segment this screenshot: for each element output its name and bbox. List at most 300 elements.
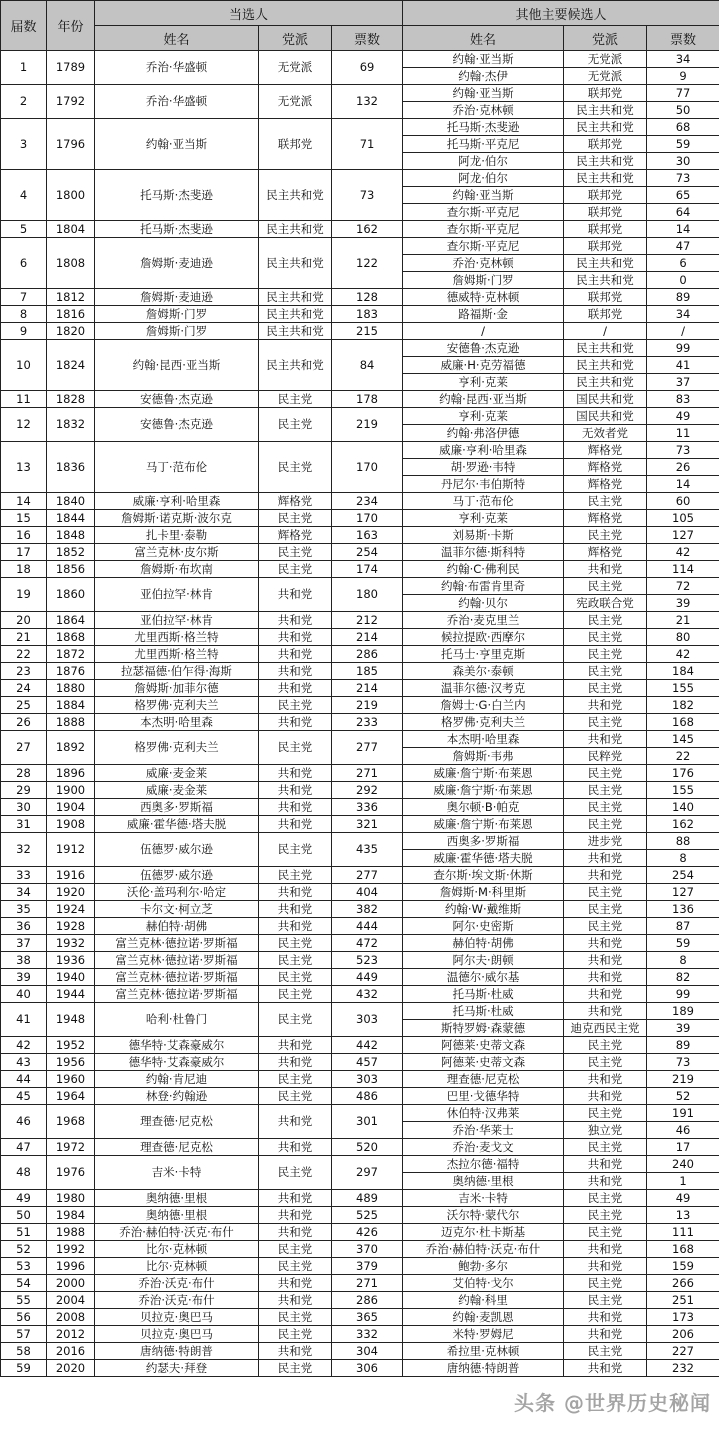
candidate-votes: 240 xyxy=(647,1156,719,1173)
election-year: 1960 xyxy=(47,1071,95,1088)
election-year: 1844 xyxy=(47,510,95,527)
term-number: 24 xyxy=(1,680,47,697)
term-number: 17 xyxy=(1,544,47,561)
election-row xyxy=(1,119,719,136)
election-row xyxy=(1,901,719,918)
term-number: 20 xyxy=(1,612,47,629)
winner-name: 贝拉克·奥巴马 xyxy=(95,1326,259,1343)
winner-party: 民主党 xyxy=(259,986,332,1003)
winner-name: 威廉·亨利·哈里森 xyxy=(95,493,259,510)
winner-name: 林登·约翰逊 xyxy=(95,1088,259,1105)
candidate-party: 共和党 xyxy=(564,969,647,986)
winner-name: 富兰克林·德拉诺·罗斯福 xyxy=(95,986,259,1003)
header-others-group: 其他主要候选人 xyxy=(403,1,719,26)
winner-name: 比尔·克林顿 xyxy=(95,1241,259,1258)
candidate-name: 约翰·W·戴维斯 xyxy=(403,901,564,918)
election-row xyxy=(1,1275,719,1292)
candidate-party: 民主党 xyxy=(564,765,647,782)
candidate-name: 乔治·赫伯特·沃克·布什 xyxy=(403,1241,564,1258)
candidate-votes: 22 xyxy=(647,748,719,765)
term-number: 6 xyxy=(1,238,47,289)
candidate-party: 共和党 xyxy=(564,935,647,952)
candidate-party: 民粹党 xyxy=(564,748,647,765)
election-year: 1992 xyxy=(47,1241,95,1258)
candidate-votes: 182 xyxy=(647,697,719,714)
election-row xyxy=(1,884,719,901)
candidate-name: 赫伯特·胡佛 xyxy=(403,935,564,952)
candidate-name: 约翰·C·佛利民 xyxy=(403,561,564,578)
candidate-party: 国民共和党 xyxy=(564,391,647,408)
election-row xyxy=(1,289,719,306)
election-year: 1944 xyxy=(47,986,95,1003)
candidate-votes: 0 xyxy=(647,272,719,289)
candidate-name: 鲍勃·多尔 xyxy=(403,1258,564,1275)
candidate-name: 阿德莱·史蒂文森 xyxy=(403,1054,564,1071)
election-row xyxy=(1,1343,719,1360)
winner-party: 共和党 xyxy=(259,782,332,799)
header-winner-group: 当选人 xyxy=(95,1,403,26)
winner-votes: 520 xyxy=(332,1139,403,1156)
candidate-name: 乔治·克林顿 xyxy=(403,255,564,272)
term-number: 51 xyxy=(1,1224,47,1241)
winner-votes: 277 xyxy=(332,731,403,765)
election-year: 1912 xyxy=(47,833,95,867)
candidate-votes: 8 xyxy=(647,952,719,969)
election-row xyxy=(1,408,719,425)
winner-votes: 286 xyxy=(332,646,403,663)
winner-party: 共和党 xyxy=(259,612,332,629)
winner-votes: 277 xyxy=(332,867,403,884)
term-number: 58 xyxy=(1,1343,47,1360)
candidate-votes: 73 xyxy=(647,442,719,459)
candidate-votes: 219 xyxy=(647,1071,719,1088)
candidate-name: 温德尔·威尔基 xyxy=(403,969,564,986)
candidate-name: 阿尔夫·朗顿 xyxy=(403,952,564,969)
winner-party: 共和党 xyxy=(259,1292,332,1309)
winner-name: 威廉·霍华德·塔夫脱 xyxy=(95,816,259,833)
election-year: 1928 xyxy=(47,918,95,935)
winner-votes: 233 xyxy=(332,714,403,731)
winner-votes: 379 xyxy=(332,1258,403,1275)
candidate-party: 国民共和党 xyxy=(564,408,647,425)
winner-party: 民主共和党 xyxy=(259,306,332,323)
candidate-name: 温菲尔德·斯科特 xyxy=(403,544,564,561)
candidate-party: 共和党 xyxy=(564,1071,647,1088)
winner-party: 民主共和党 xyxy=(259,340,332,391)
term-number: 53 xyxy=(1,1258,47,1275)
candidate-votes: 30 xyxy=(647,153,719,170)
winner-votes: 486 xyxy=(332,1088,403,1105)
election-year: 1916 xyxy=(47,867,95,884)
election-year: 1872 xyxy=(47,646,95,663)
candidate-votes: 173 xyxy=(647,1309,719,1326)
candidate-votes: 39 xyxy=(647,595,719,612)
header-winner-name: 姓名 xyxy=(95,26,259,51)
election-row xyxy=(1,918,719,935)
winner-name: 沃伦·盖玛利尔·哈定 xyxy=(95,884,259,901)
winner-votes: 286 xyxy=(332,1292,403,1309)
election-year: 1816 xyxy=(47,306,95,323)
winner-party: 共和党 xyxy=(259,1190,332,1207)
winner-party: 民主党 xyxy=(259,1258,332,1275)
winner-votes: 162 xyxy=(332,221,403,238)
header-other-party: 党派 xyxy=(564,26,647,51)
candidate-name: 亨利·克莱 xyxy=(403,408,564,425)
candidate-votes: 11 xyxy=(647,425,719,442)
term-number: 40 xyxy=(1,986,47,1003)
winner-name: 富兰克林·德拉诺·罗斯福 xyxy=(95,935,259,952)
candidate-party: 共和党 xyxy=(564,1326,647,1343)
term-number: 5 xyxy=(1,221,47,238)
winner-votes: 214 xyxy=(332,629,403,646)
candidate-party: 民主共和党 xyxy=(564,170,647,187)
winner-party: 民主共和党 xyxy=(259,170,332,221)
election-year: 1996 xyxy=(47,1258,95,1275)
election-row xyxy=(1,952,719,969)
election-year: 1904 xyxy=(47,799,95,816)
winner-party: 民主共和党 xyxy=(259,238,332,289)
winner-party: 民主党 xyxy=(259,510,332,527)
election-row xyxy=(1,1088,719,1105)
candidate-party: 民主党 xyxy=(564,612,647,629)
winner-name: 赫伯特·胡佛 xyxy=(95,918,259,935)
election-row xyxy=(1,221,719,238)
candidate-name: 查尔斯·平克尼 xyxy=(403,221,564,238)
candidate-party: 民主共和党 xyxy=(564,153,647,170)
candidate-party: 共和党 xyxy=(564,986,647,1003)
candidate-votes: 136 xyxy=(647,901,719,918)
candidate-name: 杰拉尔德·福特 xyxy=(403,1156,564,1173)
candidate-votes: 227 xyxy=(647,1343,719,1360)
winner-party: 共和党 xyxy=(259,578,332,612)
candidate-votes: 155 xyxy=(647,680,719,697)
winner-party: 无党派 xyxy=(259,51,332,85)
election-row xyxy=(1,1054,719,1071)
winner-name: 马丁·范布伦 xyxy=(95,442,259,493)
candidate-votes: 88 xyxy=(647,833,719,850)
candidate-name: 希拉里·克林顿 xyxy=(403,1343,564,1360)
election-year: 1840 xyxy=(47,493,95,510)
term-number: 14 xyxy=(1,493,47,510)
election-year: 1896 xyxy=(47,765,95,782)
candidate-votes: 1 xyxy=(647,1173,719,1190)
winner-name: 德华特·艾森豪威尔 xyxy=(95,1054,259,1071)
term-number: 2 xyxy=(1,85,47,119)
candidate-name: 斯特罗姆·森蒙德 xyxy=(403,1020,564,1037)
term-number: 9 xyxy=(1,323,47,340)
election-year: 1820 xyxy=(47,323,95,340)
election-year: 1968 xyxy=(47,1105,95,1139)
election-year: 1880 xyxy=(47,680,95,697)
candidate-party: 民主党 xyxy=(564,799,647,816)
election-year: 1824 xyxy=(47,340,95,391)
winner-name: 安德鲁·杰克逊 xyxy=(95,408,259,442)
winner-name: 扎卡里·泰勒 xyxy=(95,527,259,544)
winner-name: 乔治·沃克·布什 xyxy=(95,1275,259,1292)
election-year: 1864 xyxy=(47,612,95,629)
winner-votes: 457 xyxy=(332,1054,403,1071)
election-row xyxy=(1,170,719,187)
candidate-party: 无党派 xyxy=(564,51,647,68)
candidate-name: 约翰·布雷肯里奇 xyxy=(403,578,564,595)
header-other-votes: 票数 xyxy=(647,26,719,51)
winner-name: 乔治·沃克·布什 xyxy=(95,1292,259,1309)
election-row xyxy=(1,1190,719,1207)
election-year: 1852 xyxy=(47,544,95,561)
election-row xyxy=(1,1037,719,1054)
candidate-votes: 159 xyxy=(647,1258,719,1275)
winner-party: 共和党 xyxy=(259,646,332,663)
candidate-name: 威廉·亨利·哈里森 xyxy=(403,442,564,459)
winner-votes: 234 xyxy=(332,493,403,510)
election-row xyxy=(1,1207,719,1224)
term-number: 3 xyxy=(1,119,47,170)
candidate-name: 米特·罗姆尼 xyxy=(403,1326,564,1343)
candidate-party: 民主党 xyxy=(564,884,647,901)
election-row xyxy=(1,612,719,629)
election-year: 1789 xyxy=(47,51,95,85)
candidate-votes: 155 xyxy=(647,782,719,799)
term-number: 44 xyxy=(1,1071,47,1088)
candidate-votes: 114 xyxy=(647,561,719,578)
term-number: 16 xyxy=(1,527,47,544)
winner-votes: 132 xyxy=(332,85,403,119)
winner-party: 民主党 xyxy=(259,1360,332,1377)
term-number: 1 xyxy=(1,51,47,85)
candidate-votes: 64 xyxy=(647,204,719,221)
candidate-name: 候拉提欧·西摩尔 xyxy=(403,629,564,646)
winner-party: 民主党 xyxy=(259,935,332,952)
term-number: 46 xyxy=(1,1105,47,1139)
candidate-votes: 266 xyxy=(647,1275,719,1292)
winner-party: 民主党 xyxy=(259,1241,332,1258)
election-year: 1980 xyxy=(47,1190,95,1207)
candidate-name: 艾伯特·戈尔 xyxy=(403,1275,564,1292)
winner-party: 共和党 xyxy=(259,1105,332,1139)
candidate-name: 詹姆斯·门罗 xyxy=(403,272,564,289)
candidate-name: 丹尼尔·韦伯斯特 xyxy=(403,476,564,493)
election-row xyxy=(1,833,719,850)
election-row xyxy=(1,663,719,680)
candidate-party: 共和党 xyxy=(564,731,647,748)
candidate-votes: 83 xyxy=(647,391,719,408)
term-number: 42 xyxy=(1,1037,47,1054)
candidate-party: 民主共和党 xyxy=(564,374,647,391)
winner-name: 奥纳德·里根 xyxy=(95,1190,259,1207)
election-year: 1936 xyxy=(47,952,95,969)
winner-name: 贝拉克·奥巴马 xyxy=(95,1309,259,1326)
candidate-party: 民主党 xyxy=(564,1224,647,1241)
term-number: 57 xyxy=(1,1326,47,1343)
winner-votes: 178 xyxy=(332,391,403,408)
candidate-name: 路福斯·金 xyxy=(403,306,564,323)
election-row xyxy=(1,1309,719,1326)
winner-name: 乔治·华盛顿 xyxy=(95,85,259,119)
election-year: 2008 xyxy=(47,1309,95,1326)
election-row xyxy=(1,1292,719,1309)
winner-name: 吉米·卡特 xyxy=(95,1156,259,1190)
winner-votes: 73 xyxy=(332,170,403,221)
candidate-party: 民主党 xyxy=(564,680,647,697)
winner-votes: 271 xyxy=(332,1275,403,1292)
winner-name: 约翰·亚当斯 xyxy=(95,119,259,170)
winner-name: 亚伯拉罕·林肯 xyxy=(95,612,259,629)
winner-party: 共和党 xyxy=(259,1224,332,1241)
election-year: 1792 xyxy=(47,85,95,119)
election-year: 1832 xyxy=(47,408,95,442)
election-year: 1804 xyxy=(47,221,95,238)
winner-party: 民主党 xyxy=(259,391,332,408)
candidate-name: 托马斯·平克尼 xyxy=(403,136,564,153)
winner-name: 威廉·麦金莱 xyxy=(95,765,259,782)
winner-name: 詹姆斯·诺克斯·波尔克 xyxy=(95,510,259,527)
candidate-party: 民主共和党 xyxy=(564,119,647,136)
winner-votes: 336 xyxy=(332,799,403,816)
candidate-name: 沃尔特·蒙代尔 xyxy=(403,1207,564,1224)
term-number: 48 xyxy=(1,1156,47,1190)
candidate-name: 德威特·克林顿 xyxy=(403,289,564,306)
term-number: 21 xyxy=(1,629,47,646)
election-year: 2000 xyxy=(47,1275,95,1292)
winner-party: 共和党 xyxy=(259,714,332,731)
candidate-votes: 21 xyxy=(647,612,719,629)
winner-votes: 449 xyxy=(332,969,403,986)
candidate-votes: 73 xyxy=(647,170,719,187)
candidate-party: 民主党 xyxy=(564,646,647,663)
winner-party: 民主共和党 xyxy=(259,289,332,306)
election-year: 1964 xyxy=(47,1088,95,1105)
candidate-votes: / xyxy=(647,323,719,340)
election-year: 1948 xyxy=(47,1003,95,1037)
winner-votes: 292 xyxy=(332,782,403,799)
candidate-name: 西奥多·罗斯福 xyxy=(403,833,564,850)
candidate-name: 约翰·弗洛伊德 xyxy=(403,425,564,442)
candidate-name: 托马斯·杰斐逊 xyxy=(403,119,564,136)
winner-party: 联邦党 xyxy=(259,119,332,170)
candidate-name: 威廉·霍华德·塔夫脱 xyxy=(403,850,564,867)
candidate-votes: 13 xyxy=(647,1207,719,1224)
candidate-party: 民主党 xyxy=(564,1037,647,1054)
election-year: 1860 xyxy=(47,578,95,612)
election-row xyxy=(1,1241,719,1258)
candidate-party: / xyxy=(564,323,647,340)
winner-votes: 214 xyxy=(332,680,403,697)
winner-votes: 432 xyxy=(332,986,403,1003)
election-row xyxy=(1,1105,719,1122)
candidate-votes: 9 xyxy=(647,68,719,85)
candidate-party: 迪克西民主党 xyxy=(564,1020,647,1037)
winner-votes: 219 xyxy=(332,408,403,442)
candidate-name: 约翰·亚当斯 xyxy=(403,187,564,204)
term-number: 12 xyxy=(1,408,47,442)
election-row xyxy=(1,765,719,782)
election-year: 1976 xyxy=(47,1156,95,1190)
winner-name: 富兰克林·德拉诺·罗斯福 xyxy=(95,952,259,969)
election-row xyxy=(1,816,719,833)
candidate-votes: 87 xyxy=(647,918,719,935)
winner-party: 辉格党 xyxy=(259,527,332,544)
candidate-votes: 145 xyxy=(647,731,719,748)
candidate-party: 民主党 xyxy=(564,578,647,595)
winner-party: 民主党 xyxy=(259,867,332,884)
candidate-votes: 42 xyxy=(647,544,719,561)
winner-votes: 174 xyxy=(332,561,403,578)
election-row xyxy=(1,442,719,459)
candidate-votes: 72 xyxy=(647,578,719,595)
candidate-party: 共和党 xyxy=(564,1088,647,1105)
election-year: 2012 xyxy=(47,1326,95,1343)
candidate-name: 迈克尔·杜卡斯基 xyxy=(403,1224,564,1241)
candidate-party: 民主党 xyxy=(564,782,647,799)
winner-name: 本杰明·哈里森 xyxy=(95,714,259,731)
winner-party: 共和党 xyxy=(259,629,332,646)
winner-name: 哈利·杜鲁门 xyxy=(95,1003,259,1037)
election-row xyxy=(1,697,719,714)
candidate-votes: 50 xyxy=(647,102,719,119)
term-number: 22 xyxy=(1,646,47,663)
candidate-name: 奥纳德·里根 xyxy=(403,1173,564,1190)
candidate-party: 民主党 xyxy=(564,663,647,680)
winner-party: 共和党 xyxy=(259,1139,332,1156)
term-number: 18 xyxy=(1,561,47,578)
candidate-votes: 168 xyxy=(647,1241,719,1258)
election-year: 2004 xyxy=(47,1292,95,1309)
candidate-votes: 89 xyxy=(647,289,719,306)
term-number: 39 xyxy=(1,969,47,986)
election-year: 1888 xyxy=(47,714,95,731)
term-number: 59 xyxy=(1,1360,47,1377)
term-number: 55 xyxy=(1,1292,47,1309)
winner-name: 亚伯拉罕·林肯 xyxy=(95,578,259,612)
candidate-party: 民主党 xyxy=(564,1190,647,1207)
election-year: 1900 xyxy=(47,782,95,799)
candidate-party: 独立党 xyxy=(564,1122,647,1139)
winner-votes: 444 xyxy=(332,918,403,935)
term-number: 43 xyxy=(1,1054,47,1071)
candidate-party: 民主共和党 xyxy=(564,272,647,289)
term-number: 38 xyxy=(1,952,47,969)
winner-party: 共和党 xyxy=(259,1207,332,1224)
election-year: 1868 xyxy=(47,629,95,646)
candidate-votes: 206 xyxy=(647,1326,719,1343)
winner-party: 共和党 xyxy=(259,765,332,782)
candidate-name: 詹姆斯·M·科里斯 xyxy=(403,884,564,901)
candidate-votes: 127 xyxy=(647,884,719,901)
candidate-party: 民主党 xyxy=(564,493,647,510)
election-row xyxy=(1,1003,719,1020)
election-row xyxy=(1,561,719,578)
candidate-name: 巴里·戈德华特 xyxy=(403,1088,564,1105)
candidate-votes: 34 xyxy=(647,51,719,68)
winner-votes: 84 xyxy=(332,340,403,391)
candidate-party: 民主党 xyxy=(564,1105,647,1122)
candidate-name: 约翰·亚当斯 xyxy=(403,51,564,68)
candidate-party: 民主党 xyxy=(564,1275,647,1292)
election-year: 1856 xyxy=(47,561,95,578)
winner-name: 卡尔文·柯立芝 xyxy=(95,901,259,918)
candidate-name: 奥尔顿·B·帕克 xyxy=(403,799,564,816)
election-year: 1796 xyxy=(47,119,95,170)
winner-party: 共和党 xyxy=(259,816,332,833)
winner-name: 奥纳德·里根 xyxy=(95,1207,259,1224)
election-row xyxy=(1,510,719,527)
candidate-votes: 111 xyxy=(647,1224,719,1241)
candidate-party: 民主党 xyxy=(564,1292,647,1309)
candidate-votes: 47 xyxy=(647,238,719,255)
candidate-name: 唐纳德·特朗普 xyxy=(403,1360,564,1377)
candidate-name: 乔治·克林顿 xyxy=(403,102,564,119)
election-row xyxy=(1,1224,719,1241)
